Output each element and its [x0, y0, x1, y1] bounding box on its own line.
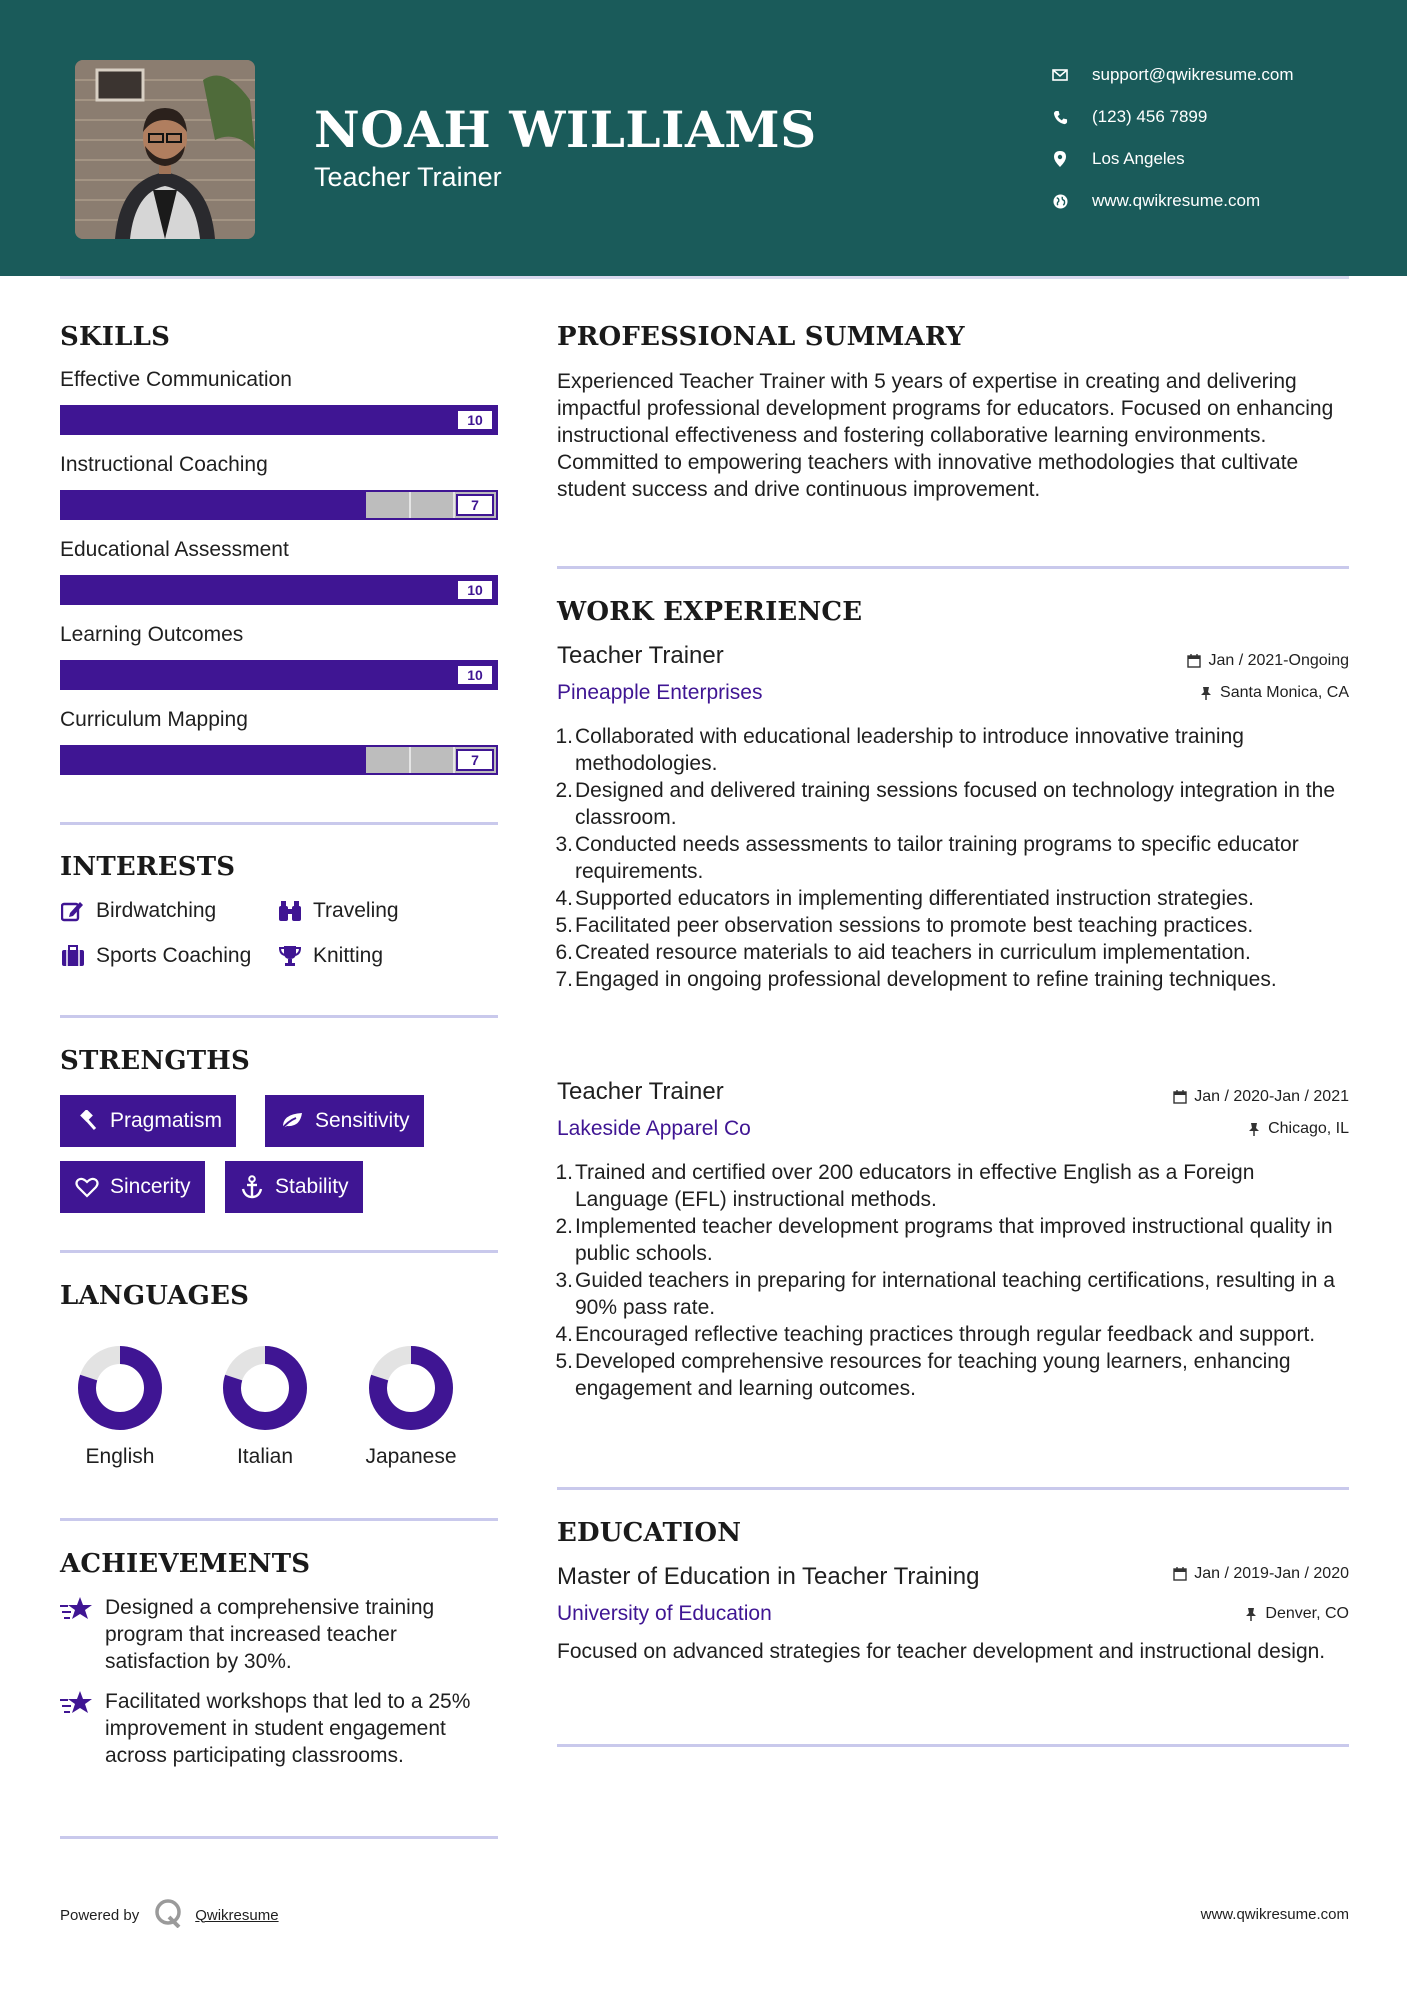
gavel-icon	[74, 1108, 100, 1134]
interest-label: Sports Coaching	[96, 944, 252, 967]
list-text: Trained and certified over 200 educators in effective English as a Foreign Language (EFL) instructional methods.	[575, 1161, 1255, 1211]
list-text: Developed comprehensive resources for teaching young learners, enhancing engagement and learning outcomes.	[575, 1350, 1291, 1400]
skill-bar-fill	[62, 662, 496, 688]
strength-badge	[60, 1095, 236, 1147]
contact-phone-text: (123) 456 7899	[1092, 107, 1208, 126]
interest-item	[277, 898, 399, 924]
pushpin-icon	[1246, 1121, 1262, 1137]
list-number: 3.	[555, 833, 573, 856]
list-text: Encouraged reflective teaching practices through regular feedback and support.	[575, 1323, 1316, 1346]
interest-item	[60, 943, 251, 969]
job-location	[1246, 1120, 1349, 1138]
section-divider	[60, 822, 498, 825]
calendar-icon	[1172, 1089, 1188, 1105]
footer-url[interactable]: www.qwikresume.com	[1200, 1906, 1349, 1923]
list-item	[557, 831, 1352, 885]
achievements-heading: ACHIEVEMENTS	[60, 1549, 311, 1579]
strength-badge	[225, 1161, 363, 1213]
list-item	[557, 723, 1352, 777]
list-number: 1.	[555, 725, 573, 748]
education-description: Focused on advanced strategies for teacher development and instructional design.	[557, 1640, 1326, 1663]
skills-list	[60, 365, 498, 790]
list-text: Engaged in ongoing professional development to refine training techniques.	[575, 968, 1277, 991]
school-name: University of Education	[557, 1602, 772, 1625]
list-number: 4.	[555, 1323, 573, 1346]
degree-title: Master of Education in Teacher Training	[557, 1563, 980, 1590]
skill-score: 10	[456, 664, 494, 686]
job-location	[1198, 684, 1349, 702]
education-location-text: Denver, CO	[1265, 1605, 1349, 1622]
section-divider	[60, 1836, 498, 1839]
job-title: Teacher Trainer	[557, 1078, 724, 1105]
pushpin-icon	[1243, 1606, 1259, 1622]
strength-label: Sincerity	[110, 1175, 191, 1198]
contact-website-text: www.qwikresume.com	[1092, 191, 1261, 210]
list-number: 1.	[555, 1161, 573, 1184]
language-item	[356, 1333, 466, 1468]
header-divider	[60, 276, 1349, 279]
list-text: Collaborated with educational leadership to introduce innovative training methodologies.	[575, 725, 1244, 775]
skill-bar	[60, 405, 498, 435]
list-item	[557, 1267, 1352, 1321]
achievement-item	[60, 1688, 500, 1769]
job-dates	[1172, 1088, 1349, 1106]
language-label: Italian	[236, 1445, 294, 1468]
contact-website[interactable]	[1050, 180, 1370, 222]
list-text: Implemented teacher development programs that improved instructional quality in public schools.	[575, 1215, 1333, 1265]
interest-item	[277, 943, 383, 969]
list-item	[557, 966, 1352, 993]
shooting-star-icon	[60, 1594, 94, 1624]
skill-label: Learning Outcomes	[60, 623, 244, 646]
languages-heading: LANGUAGES	[60, 1281, 250, 1311]
skill-score: 10	[456, 579, 494, 601]
skill-bar-segment	[453, 492, 455, 518]
section-divider	[60, 1518, 498, 1521]
company-name: Pineapple Enterprises	[557, 681, 763, 704]
skill-label: Educational Assessment	[60, 538, 289, 561]
skill-score: 10	[456, 409, 494, 431]
binoculars-icon	[277, 898, 303, 924]
phone-icon	[1050, 107, 1070, 127]
strength-label: Sensitivity	[315, 1109, 410, 1132]
list-text: Created resource materials to aid teachers in curriculum implementation.	[575, 941, 1251, 964]
contact-location	[1050, 138, 1370, 180]
job-location-text: Chicago, IL	[1268, 1120, 1349, 1137]
job-dates	[1186, 652, 1349, 670]
qwikresume-link[interactable]: Qwikresume	[195, 1906, 279, 1924]
work-heading: WORK EXPERIENCE	[557, 597, 863, 627]
list-item	[557, 912, 1352, 939]
job-bullets	[557, 723, 1352, 993]
section-divider	[557, 1744, 1349, 1747]
list-text: Conducted needs assessments to tailor training programs to specific educator requirements.	[575, 833, 1299, 883]
interest-item	[60, 898, 216, 924]
profile-photo	[75, 60, 255, 239]
skill-bar	[60, 575, 498, 605]
skill-bar-fill	[62, 577, 496, 603]
trophy-icon	[277, 943, 303, 969]
section-divider	[60, 1250, 498, 1253]
list-item	[557, 885, 1352, 912]
contact-phone[interactable]	[1050, 96, 1370, 138]
list-item	[557, 1348, 1352, 1402]
globe-icon	[1050, 191, 1070, 211]
list-number: 5.	[555, 1350, 573, 1373]
contact-email[interactable]	[1050, 54, 1370, 96]
skill-bar	[60, 660, 498, 690]
skill-item	[60, 450, 498, 535]
interest-label: Knitting	[313, 944, 384, 967]
education-dates	[1172, 1565, 1349, 1583]
list-text: Guided teachers in preparing for international teaching certifications, resulting in a 90% pass rate.	[575, 1269, 1335, 1319]
company-name: Lakeside Apparel Co	[557, 1117, 751, 1140]
job-title: Teacher Trainer	[557, 642, 724, 669]
contact-location-text: Los Angeles	[1092, 149, 1185, 168]
skill-bar-fill	[62, 492, 366, 518]
strength-label: Pragmatism	[110, 1109, 223, 1132]
list-number: 7.	[555, 968, 573, 991]
list-number: 6.	[555, 941, 573, 964]
skill-label: Instructional Coaching	[60, 453, 268, 476]
language-item	[210, 1333, 320, 1468]
language-label: English	[85, 1445, 155, 1468]
language-item	[65, 1333, 175, 1468]
job-location-text: Santa Monica, CA	[1220, 684, 1349, 701]
briefcase-icon	[60, 943, 86, 969]
skill-score: 7	[456, 494, 494, 516]
list-item	[557, 777, 1352, 831]
summary-heading: PROFESSIONAL SUMMARY	[557, 322, 965, 352]
calendar-icon	[1172, 1566, 1188, 1582]
section-divider	[557, 566, 1349, 569]
candidate-name: NOAH WILLIAMS	[314, 100, 817, 159]
contact-email-text: support@qwikresume.com	[1092, 65, 1294, 84]
education-heading: EDUCATION	[557, 1518, 742, 1548]
list-text: Facilitated peer observation sessions to promote best teaching practices.	[575, 914, 1254, 937]
job-dates-text: Jan / 2020-Jan / 2021	[1194, 1088, 1349, 1105]
pushpin-icon	[1198, 685, 1214, 701]
achievement-text: Facilitated workshops that led to a 25% improvement in student engagement across participating classrooms.	[105, 1690, 471, 1767]
location-pin-icon	[1050, 149, 1070, 169]
interest-label: Traveling	[313, 899, 399, 922]
list-text: Supported educators in implementing differentiated instruction strategies.	[575, 887, 1255, 910]
achievement-text: Designed a comprehensive training program that increased teacher satisfaction by 30%.	[105, 1596, 435, 1673]
candidate-title: Teacher Trainer	[314, 162, 502, 192]
achievement-item	[60, 1594, 500, 1675]
skill-item	[60, 620, 498, 705]
skill-item	[60, 705, 498, 790]
strength-label: Stability	[275, 1175, 349, 1198]
strengths-heading: STRENGTHS	[60, 1046, 251, 1076]
skill-score: 7	[456, 749, 494, 771]
envelope-icon	[1050, 65, 1070, 85]
qwikresume-logo-icon	[153, 1898, 183, 1932]
list-item	[557, 939, 1352, 966]
skill-bar	[60, 745, 498, 775]
list-item	[557, 1321, 1352, 1348]
job-dates-text: Jan / 2021-Ongoing	[1208, 652, 1349, 669]
language-ring	[210, 1333, 320, 1443]
leaf-icon	[279, 1108, 305, 1134]
contact-list	[1050, 54, 1370, 222]
education-dates-text: Jan / 2019-Jan / 2020	[1194, 1565, 1349, 1582]
strength-badge	[265, 1095, 424, 1147]
anchor-icon	[239, 1174, 265, 1200]
section-divider	[60, 1015, 498, 1018]
skill-label: Effective Communication	[60, 368, 292, 391]
list-number: 3.	[555, 1269, 573, 1292]
calendar-icon	[1186, 653, 1202, 669]
pencil-square-icon	[60, 898, 86, 924]
skill-bar-fill	[62, 407, 496, 433]
list-number: 5.	[555, 914, 573, 937]
list-item	[557, 1159, 1352, 1213]
list-number: 4.	[555, 887, 573, 910]
interest-label: Birdwatching	[96, 899, 217, 922]
language-label: Japanese	[365, 1445, 457, 1468]
skill-item	[60, 365, 498, 450]
job-bullets	[557, 1159, 1352, 1402]
section-divider	[557, 1487, 1349, 1490]
skill-item	[60, 535, 498, 620]
language-ring	[65, 1333, 175, 1443]
heart-icon	[74, 1174, 100, 1200]
list-number: 2.	[555, 779, 573, 802]
language-ring	[356, 1333, 466, 1443]
shooting-star-icon	[60, 1688, 94, 1718]
skills-heading: SKILLS	[60, 322, 171, 352]
education-location	[1243, 1605, 1349, 1623]
skill-bar-segment	[409, 492, 411, 518]
skill-bar	[60, 490, 498, 520]
skill-label: Curriculum Mapping	[60, 708, 248, 731]
list-item	[557, 1213, 1352, 1267]
powered-by-text: Powered by	[60, 1906, 140, 1924]
strength-badge	[60, 1161, 205, 1213]
interests-heading: INTERESTS	[60, 852, 236, 882]
footer-branding	[60, 1898, 279, 1932]
skill-bar-fill	[62, 747, 366, 773]
list-number: 2.	[555, 1215, 573, 1238]
skill-bar-segment	[453, 747, 455, 773]
skill-bar-segment	[409, 747, 411, 773]
summary-text: Experienced Teacher Trainer with 5 years of expertise in creating and delivering impactful professional development programs for educators. Focused on enhancing instructional effectiveness and fostering collaborative learning environments. Committed to empowering teachers with innovative methodologies that cultivate student success and drive continuous improvement.	[557, 370, 1334, 501]
resume-header	[0, 0, 1407, 276]
list-text: Designed and delivered training sessions focused on technology integration in the classroom.	[575, 779, 1335, 829]
